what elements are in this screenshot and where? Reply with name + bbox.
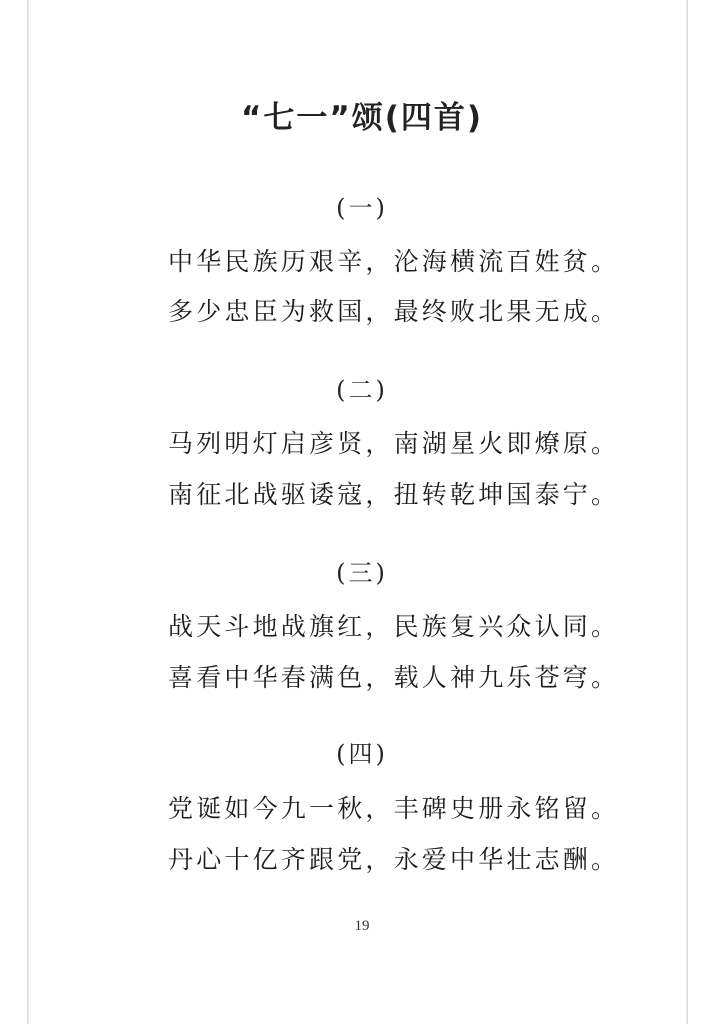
section-heading-1: (一) [336, 194, 388, 222]
page-number: 19 [354, 918, 370, 934]
scan-edge-left [27, 0, 29, 1024]
verse-line: 南征北战驱诿寇，扭转乾坤国泰宁。 [168, 480, 620, 509]
verse-line: 马列明灯启彦贤，南湖星火即燎原。 [168, 429, 620, 458]
verse-line: 多少忠臣为救国，最终败北果无成。 [168, 297, 620, 326]
section-heading-2: (二) [336, 376, 388, 404]
section-heading-3: (三) [336, 559, 388, 587]
verse-line: 中华民族历艰辛，沦海横流百姓贫。 [168, 247, 620, 276]
poem-title: “七一”颂(四首) [240, 100, 484, 136]
verse-line: 喜看中华春满色，载人神九乐苍穹。 [168, 663, 620, 692]
verse-line: 党诞如今九一秋，丰碑史册永铭留。 [168, 794, 620, 823]
verse-line: 丹心十亿齐跟党，永爱中华壮志酬。 [168, 845, 620, 874]
scan-edge-right [686, 0, 688, 1024]
verse-line: 战天斗地战旗红，民族复兴众认同。 [168, 612, 620, 641]
section-heading-4: (四) [336, 740, 388, 768]
